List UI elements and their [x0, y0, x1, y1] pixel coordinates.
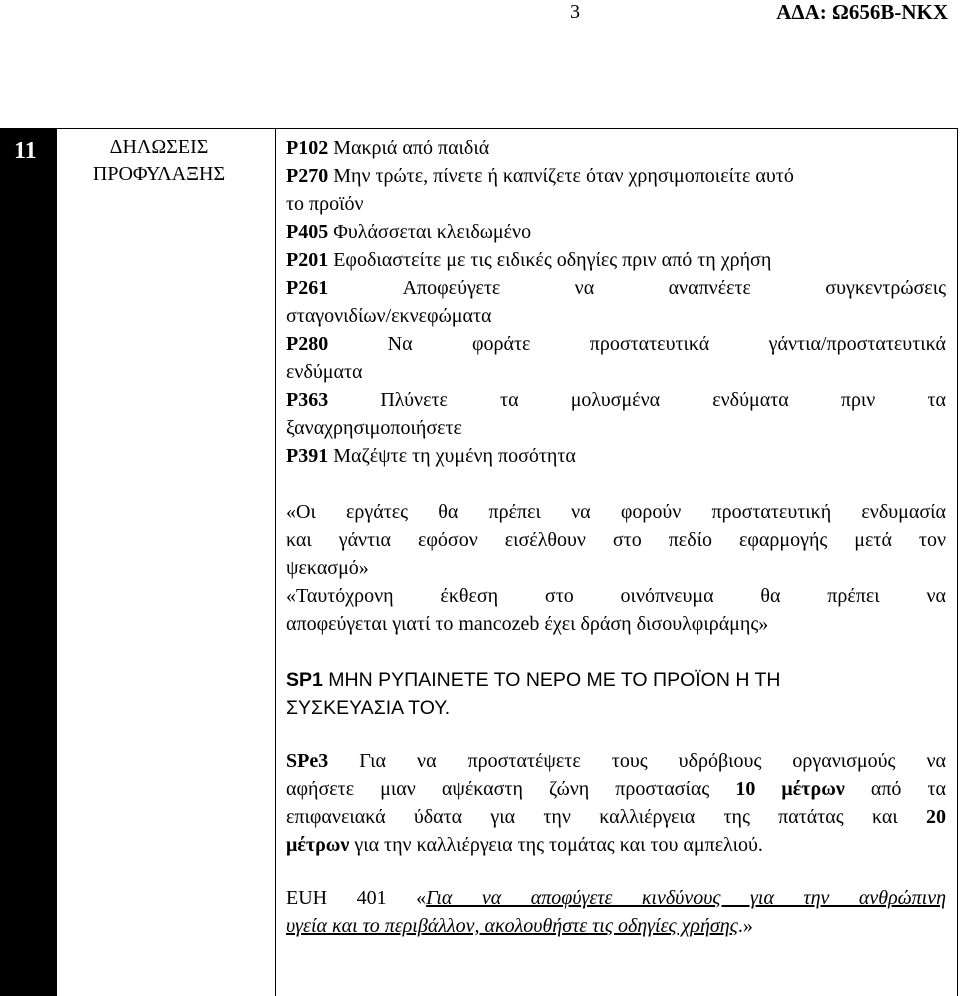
- section-number: 11: [14, 138, 37, 164]
- sp1-line2: ΣΥΣΚΕΥΑΣΙΑ ΤΟΥ.: [286, 697, 451, 719]
- spe3-distance: 20: [926, 806, 946, 828]
- statement-p201: [286, 246, 946, 274]
- euh401-line1: [286, 884, 946, 912]
- statement-code: P261: [286, 277, 329, 299]
- statement-code: P363: [286, 389, 329, 411]
- statement-p391: [286, 442, 946, 470]
- spe3-text: αφήσετε μιαν αψέκαστη ζώνη προστασίας: [286, 778, 710, 800]
- alcohol-note-line2: αποφεύγεται γιατί το mancozeb έχει δράση δισουλφιράμης»: [286, 613, 769, 635]
- statement-p261-cont: σταγονιδίων/εκνεφώματα: [286, 305, 492, 327]
- ada-code: ΑΔΑ: Ω656Β-ΝΚΧ: [776, 0, 948, 24]
- spe3-line1: [286, 747, 946, 775]
- statement-code: P280: [286, 333, 329, 355]
- statement-text: Αποφεύγετε να αναπνέετε συγκεντρώσεις: [402, 277, 947, 299]
- statement-text: Πλύνετε τα μολυσμένα ενδύματα πριν τα: [380, 389, 946, 411]
- spe3-text: από τα: [870, 778, 947, 800]
- statement-text: Φυλάσσεται κλειδωμένο: [333, 221, 532, 243]
- spe3-code: SPe3: [286, 750, 329, 772]
- workers-note-line2: και γάντια εφόσον εισέλθουν στο πεδίο εφαρμογής μετά τον: [286, 529, 946, 551]
- statement-text: Μακριά από παιδιά: [333, 137, 490, 159]
- precaution-statements-box: [275, 128, 958, 996]
- section-label-column: [57, 128, 275, 996]
- spe3-text: Για να προστατέψετε τους υδρόβιους οργανισμούς να: [359, 750, 946, 772]
- statement-p270: [286, 162, 946, 190]
- workers-note-line3: ψεκασμό»: [286, 557, 369, 579]
- precaution-statements: [286, 134, 946, 940]
- spe3-line4: [286, 831, 946, 859]
- euh-close-quote: .»: [737, 915, 753, 937]
- statement-p280: [286, 330, 946, 358]
- euh-italic-text: Για να αποφύγετε κινδύνους για την ανθρώπινη: [426, 887, 947, 909]
- spe3-distance: 10 μέτρων: [735, 778, 845, 800]
- spe3-line3: [286, 803, 946, 831]
- page-number: 3: [570, 1, 580, 23]
- euh-open-quote: «: [416, 887, 427, 909]
- spe3-distance-unit: μέτρων: [286, 834, 350, 856]
- statement-code: P270: [286, 165, 329, 187]
- sp1-text: ΜΗΝ ΡΥΠΑΙΝΕΤΕ ΤΟ ΝΕΡΟ ΜΕ ΤΟ ΠΡΟΪΟΝ Η ΤΗ: [328, 669, 781, 691]
- statement-text: Να φοράτε προστατευτικά γάντια/προστατευτικά: [387, 333, 947, 355]
- section-label: [71, 134, 247, 188]
- statement-p280-cont: ενδύματα: [286, 361, 363, 383]
- statement-code: P201: [286, 249, 329, 271]
- sp1-line1: [286, 666, 946, 694]
- spe3-line2: [286, 775, 946, 803]
- statement-p270-cont: το προϊόν: [286, 193, 364, 215]
- statement-p405: [286, 218, 946, 246]
- statement-p363-cont: ξαναχρησιμοποιήσετε: [286, 417, 462, 439]
- euh-code: EUH 401: [286, 887, 387, 909]
- spe3-text: για την καλλιέργεια της τομάτας και του αμπελιού.: [354, 834, 763, 856]
- statement-code: P405: [286, 221, 329, 243]
- statement-text: Μην τρώτε, πίνετε ή καπνίζετε όταν χρησιμοποιείτε αυτό: [333, 165, 794, 187]
- statement-text: Μαζέψτε τη χυμένη ποσότητα: [333, 445, 576, 467]
- section-label-line2: ΠΡΟΦΥΛΑΞΗΣ: [92, 163, 226, 185]
- alcohol-note-line1: «Ταυτόχρονη έκθεση στο οινόπνευμα θα πρέπει να: [286, 585, 946, 607]
- statement-p363: [286, 386, 946, 414]
- workers-note-line1: «Οι εργάτες θα πρέπει να φορούν προστατευτική ενδυμασία: [286, 501, 946, 523]
- sp1-code: SP1: [286, 669, 323, 691]
- statement-p261: [286, 274, 946, 302]
- statement-p102: [286, 134, 946, 162]
- section-label-line1: ΔΗΛΩΣΕΙΣ: [109, 136, 209, 158]
- euh-italic-text: υγεία και το περιβάλλον, ακολουθήστε τις οδηγίες χρήσης: [286, 915, 738, 937]
- statement-code: P102: [286, 137, 329, 159]
- section-number-column: [0, 128, 57, 996]
- spe3-text: επιφανειακά ύδατα για την καλλιέργεια της πατάτας και: [286, 806, 898, 828]
- euh401-line2: [286, 912, 946, 940]
- statement-text: Εφοδιαστείτε με τις ειδικές οδηγίες πριν από τη χρήση: [333, 249, 772, 271]
- statement-code: P391: [286, 445, 329, 467]
